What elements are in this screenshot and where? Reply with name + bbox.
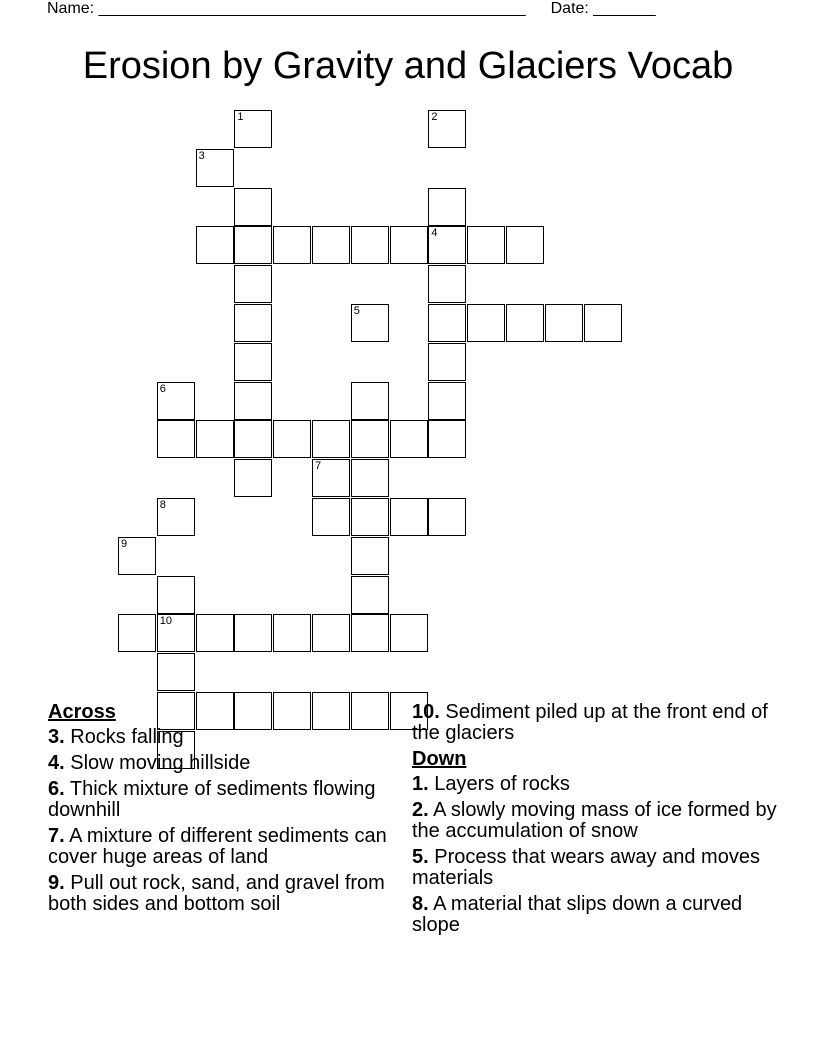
crossword-cell[interactable]	[467, 226, 505, 264]
across-clue-7	[48, 826, 400, 868]
clue-number: 4.	[48, 752, 65, 774]
clue-number: 2.	[412, 799, 429, 821]
crossword-cell[interactable]	[390, 614, 428, 652]
clue-text: Slow moving hillside	[64, 752, 251, 774]
crossword-cell[interactable]	[312, 614, 350, 652]
crossword-cell[interactable]	[312, 420, 350, 458]
page-title: Erosion by Gravity and Glaciers Vocab	[82, 45, 734, 87]
crossword-cell[interactable]	[351, 614, 389, 652]
crossword-cell[interactable]	[428, 110, 466, 148]
crossword-cell[interactable]	[584, 304, 622, 342]
crossword-cell[interactable]	[234, 110, 272, 148]
crossword-cell[interactable]	[351, 420, 389, 458]
crossword-cell[interactable]	[506, 226, 544, 264]
name-field-label[interactable]: Name: ________________________________________________	[47, 0, 526, 17]
crossword-cell[interactable]	[428, 382, 466, 420]
clue-text: A slowly moving mass of ice formed by the accumulation of snow	[412, 799, 777, 842]
clue-text: A material that slips down a curved slope	[412, 893, 743, 936]
clue-number: 6.	[48, 778, 65, 800]
crossword-cell[interactable]	[234, 265, 272, 303]
crossword-cell[interactable]	[428, 226, 466, 264]
clues-left-column	[48, 702, 400, 920]
crossword-cell[interactable]	[196, 614, 234, 652]
clue-number-label: 3	[198, 149, 205, 162]
clue-text: Sediment piled up at the front end of the glaciers	[412, 701, 768, 744]
clue-number-label: 4	[431, 227, 438, 240]
crossword-cell[interactable]	[351, 537, 389, 575]
clue-text: Process that wears away and moves materials	[412, 846, 760, 889]
clue-number: 9.	[48, 872, 65, 894]
clue-text: Layers of rocks	[428, 773, 570, 795]
clues-right-column	[412, 702, 782, 941]
clue-number-label: 2	[431, 111, 438, 123]
across-clue-9	[48, 873, 400, 915]
across-heading: Across	[48, 701, 116, 723]
across-clue-4	[48, 753, 400, 774]
clue-number-label: 1	[237, 111, 244, 123]
across-clue-3	[48, 727, 400, 748]
crossword-cell[interactable]	[234, 304, 272, 342]
clue-number: 5.	[412, 846, 429, 868]
clue-number-label: 6	[159, 382, 166, 395]
crossword-cell[interactable]	[428, 498, 466, 536]
clue-text: Thick mixture of sediments flowing downhill	[48, 778, 376, 821]
crossword-cell[interactable]	[273, 420, 311, 458]
clue-number-label: 7	[315, 460, 322, 473]
crossword-cell[interactable]	[351, 304, 389, 342]
crossword-cell[interactable]	[351, 226, 389, 264]
down-clue-5	[412, 847, 782, 889]
crossword-cell[interactable]	[351, 459, 389, 497]
crossword-cell[interactable]	[157, 576, 195, 614]
clue-number: 10.	[412, 701, 440, 723]
clue-text: A mixture of different sediments can cover huge areas of land	[48, 825, 387, 868]
clue-number-label: 9	[121, 537, 128, 550]
clue-text: Rocks falling	[64, 726, 184, 748]
across-clue-10	[412, 702, 782, 744]
crossword-cell[interactable]	[273, 226, 311, 264]
crossword-cell[interactable]	[467, 304, 505, 342]
crossword-cell[interactable]	[351, 576, 389, 614]
crossword-cell[interactable]	[351, 382, 389, 420]
crossword-cell[interactable]	[234, 420, 272, 458]
clue-number-label: 8	[159, 499, 166, 511]
clue-number: 1.	[412, 773, 429, 795]
crossword-cell[interactable]	[428, 343, 466, 381]
down-heading: Down	[412, 748, 467, 770]
crossword-cell[interactable]	[312, 226, 350, 264]
crossword-cell[interactable]	[157, 498, 195, 536]
crossword-cell[interactable]	[390, 498, 428, 536]
crossword-cell[interactable]	[157, 614, 195, 652]
crossword-cell[interactable]	[428, 420, 466, 458]
crossword-cell[interactable]	[390, 226, 428, 264]
crossword-cell[interactable]	[196, 420, 234, 458]
crossword-cell[interactable]	[196, 226, 234, 264]
crossword-cell[interactable]	[428, 265, 466, 303]
clue-number: 8.	[412, 893, 429, 915]
crossword-cell[interactable]	[234, 226, 272, 264]
clue-number: 7.	[48, 825, 65, 847]
clue-number: 3.	[48, 726, 65, 748]
down-clue-1	[412, 774, 782, 795]
clue-text: Pull out rock, sand, and gravel from both sides and bottom soil	[48, 872, 385, 915]
crossword-cell[interactable]	[390, 420, 428, 458]
crossword-cell[interactable]	[234, 382, 272, 420]
clue-number-label: 10	[159, 615, 173, 628]
down-clue-8	[412, 894, 782, 936]
crossword-cell[interactable]	[428, 188, 466, 226]
crossword-cell[interactable]	[545, 304, 583, 342]
crossword-cell[interactable]	[234, 459, 272, 497]
crossword-cell[interactable]	[234, 614, 272, 652]
across-clue-6	[48, 779, 400, 821]
crossword-cell[interactable]	[196, 149, 234, 187]
crossword-cell[interactable]	[273, 614, 311, 652]
crossword-cell[interactable]	[506, 304, 544, 342]
crossword-cell[interactable]	[118, 614, 156, 652]
crossword-cell[interactable]	[312, 459, 350, 497]
down-clue-2	[412, 800, 782, 842]
crossword-cell[interactable]	[157, 420, 195, 458]
crossword-cell[interactable]	[234, 343, 272, 381]
crossword-cell[interactable]	[157, 382, 195, 420]
date-field-label[interactable]: Date: _______	[550, 0, 656, 17]
crossword-cell[interactable]	[118, 537, 156, 575]
crossword-cell[interactable]	[351, 498, 389, 536]
crossword-cell[interactable]	[157, 653, 195, 691]
crossword-cell[interactable]	[428, 304, 466, 342]
crossword-cell[interactable]	[312, 498, 350, 536]
crossword-cell[interactable]	[234, 188, 272, 226]
clue-number-label: 5	[353, 305, 360, 317]
